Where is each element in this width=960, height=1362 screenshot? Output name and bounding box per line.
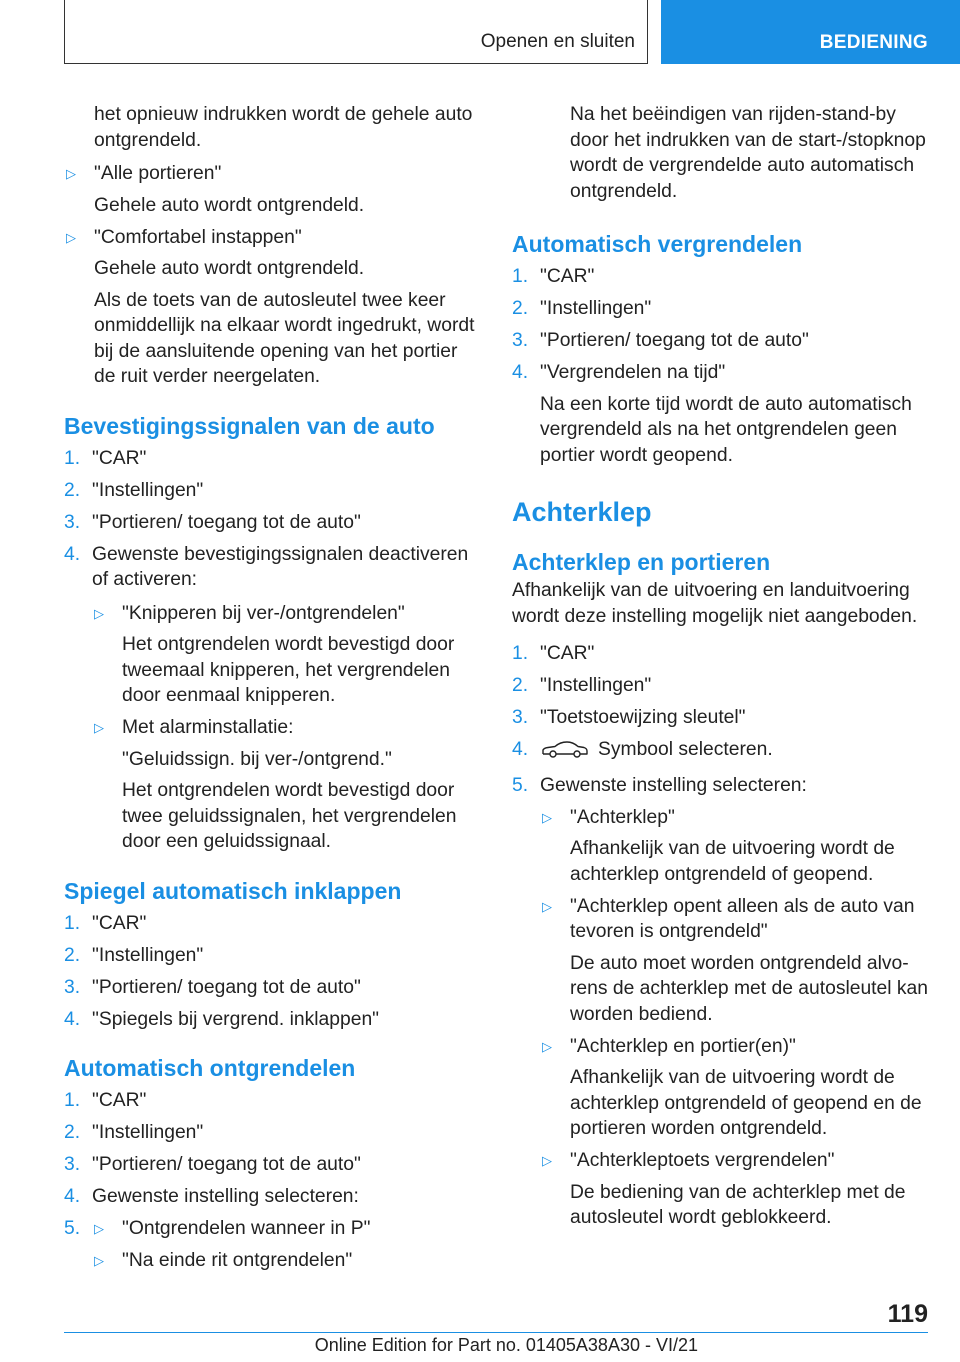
right-intro-text: Na het beëindigen van rijden-stand-by door het indrukken van de start-/stopknop wordt de vergrendelde auto automatisch ontgrendeld. <box>570 104 926 202</box>
heading-spiegel: Spiegel automatisch inklappen <box>64 877 402 904</box>
option-label: "Ontgrendelen wanneer in P" <box>122 1218 371 1239</box>
option-label-2: "Geluidssign. bij ver-/ontgrend." <box>122 748 392 770</box>
header-section-tab <box>64 0 648 64</box>
step-number: 1. <box>64 447 81 469</box>
step-number: 3. <box>64 511 81 533</box>
list-item <box>64 911 480 937</box>
step-text: "CAR" <box>92 912 147 934</box>
option-label: "Achterklep en portier(en)" <box>570 1035 796 1057</box>
option-label: Met alarminstallatie: <box>122 717 294 738</box>
step-text: Gewenste instelling selecteren: <box>92 1186 359 1207</box>
triangle-bullet-icon: ▷ <box>66 166 76 181</box>
list-item <box>64 1120 480 1146</box>
option-achterklep <box>540 805 932 888</box>
list-item <box>64 1216 480 1273</box>
heading-achterklep-en-portieren: Achterklep en portieren <box>512 549 771 575</box>
achterklep-intro: Afhankelijk van de uitvoering en landuitvoering wordt deze instelling mogelijk niet aangeboden. <box>512 580 918 627</box>
triangle-bullet-icon: ▷ <box>94 1221 104 1236</box>
footer-divider <box>64 1332 928 1333</box>
header-chapter-title: BEDIENING <box>819 32 928 53</box>
step-text: "Portieren/ toegang tot de auto" <box>92 976 361 998</box>
step-number: 1. <box>512 266 529 287</box>
option-achterkleptoets-vergrendelen <box>540 1148 932 1231</box>
option-desc: Het ontgrendelen wordt bevestigd door twee geluidssignalen, het vergrendelen door een geluidssignaal. <box>122 780 457 852</box>
option-achterklep-opent-alleen <box>540 894 932 1028</box>
steps-automatisch-vergrendelen <box>512 264 932 468</box>
step-number: 4. <box>64 1186 81 1207</box>
option-knipperen <box>92 601 480 709</box>
triangle-bullet-icon: ▷ <box>542 1153 552 1168</box>
list-item <box>64 510 480 536</box>
step-number: 5. <box>512 775 529 796</box>
step-number: 1. <box>512 643 529 664</box>
option-na-einde-rit <box>92 1248 480 1274</box>
list-item <box>64 1007 480 1033</box>
triangle-bullet-icon: ▷ <box>94 605 104 621</box>
option-desc: Gehele auto wordt ontgrendeld. <box>94 258 365 279</box>
steps-automatisch-ontgrendelen <box>64 1088 480 1273</box>
step-number: 3. <box>512 707 529 728</box>
list-item <box>512 737 932 767</box>
option-note: Als de toets van de autosleutel twee keer onmiddellijk na elkaar wordt ingedrukt, wordt bij de aansluitende opening van het portier de ruit verder neergelaten. <box>94 289 475 387</box>
list-item <box>64 1184 480 1210</box>
steps-spiegel <box>64 911 480 1033</box>
heading-bevestigingssignalen: Bevestigingssignalen van de auto <box>64 412 435 439</box>
step-number: 2. <box>64 1122 81 1143</box>
option-label: "Achterkleptoets vergrendelen" <box>570 1150 835 1171</box>
list-item <box>64 1152 480 1178</box>
list-item <box>64 943 480 969</box>
step-number: 4. <box>64 1008 81 1030</box>
step-text: "Instellingen" <box>92 1122 204 1143</box>
step-text: "CAR" <box>540 643 595 664</box>
list-item <box>64 478 480 504</box>
option-ontgrendelen-in-p <box>92 1216 480 1242</box>
right-column <box>512 102 932 1237</box>
option-desc: Afhankelijk van de uitvoering wordt de achterklep ontgrendeld of geopend en de portieren worden ontgrendeld. <box>570 1067 922 1139</box>
step-text: "Portieren/ toegang tot de auto" <box>92 1154 361 1175</box>
step-text: "CAR" <box>92 1090 147 1111</box>
list-item <box>512 328 932 354</box>
step-number: 5. <box>64 1218 81 1239</box>
triangle-bullet-icon: ▷ <box>94 1252 104 1268</box>
triangle-bullet-icon: ▷ <box>542 898 552 914</box>
option-desc: Gehele auto wordt ontgrendeld. <box>94 194 365 216</box>
heading-automatisch-vergrendelen: Automatisch vergrendelen <box>512 231 803 257</box>
heading-achterklep: Achterklep <box>512 497 652 527</box>
step-text: "Toetstoewijzing sleutel" <box>540 707 746 728</box>
step-number: 3. <box>64 1154 81 1175</box>
triangle-bullet-icon: ▷ <box>94 720 104 735</box>
step-text: "Spiegels bij vergrend. inklappen" <box>92 1008 380 1030</box>
option-alle-portieren <box>64 161 480 218</box>
list-item <box>512 641 932 667</box>
step-number: 1. <box>64 1090 81 1111</box>
step-text: "Instellingen" <box>92 944 204 966</box>
list-item <box>64 446 480 472</box>
step-desc: Na een korte tijd wordt de auto automatisch vergrendeld als na het ontgrendelen geen portier wordt geopend. <box>540 393 912 466</box>
list-item <box>512 296 932 322</box>
option-label: "Alle portieren" <box>94 163 222 184</box>
triangle-bullet-icon: ▷ <box>542 1038 552 1054</box>
step-number: 3. <box>64 976 81 998</box>
steps-achterklep <box>512 641 932 1231</box>
left-intro-text: het opnieuw indrukken wordt de gehele auto ontgrendeld. <box>94 104 473 151</box>
list-item <box>512 264 932 290</box>
option-desc: De auto moet worden ontgrendeld alvo-rens de achterklep met de autosleutel kan worden bediend. <box>570 952 928 1025</box>
step-number: 2. <box>64 944 81 966</box>
step-number: 2. <box>64 479 81 501</box>
step-number: 1. <box>64 912 81 934</box>
step-number: 4. <box>512 739 529 760</box>
list-item <box>64 1088 480 1114</box>
step-number: 3. <box>512 330 529 351</box>
step-number: 4. <box>512 362 529 383</box>
header-section-title: Openen en sluiten <box>480 31 635 52</box>
option-desc: Het ontgrendelen wordt bevestigd door tweemaal knipperen, het vergrendelen door eenmaal knipperen. <box>122 634 455 706</box>
option-label: "Achterklep opent alleen als de auto van tevoren is ontgrendeld" <box>570 895 915 942</box>
step-text: Symbool selecteren. <box>598 739 773 760</box>
list-item <box>64 975 480 1001</box>
option-label: "Knipperen bij ver-/ontgrendelen" <box>122 602 405 624</box>
left-column <box>64 102 480 1280</box>
option-comfortabel-instappen <box>64 225 480 390</box>
list-item <box>512 705 932 731</box>
footer-edition: Online Edition for Part no. 01405A38A30 - VI/21 <box>314 1335 698 1355</box>
step-text-with-icon <box>540 737 932 767</box>
car-icon <box>540 739 590 767</box>
page-number: 119 <box>887 1300 928 1328</box>
list-item <box>512 360 932 468</box>
option-achterklep-en-portieren <box>540 1034 932 1142</box>
step-text: "Instellingen" <box>540 675 652 696</box>
option-desc: De bediening van de achterklep met de autosleutel wordt geblokkeerd. <box>570 1181 906 1228</box>
option-label: "Achterklep" <box>570 806 675 828</box>
step-text: "Instellingen" <box>540 298 652 319</box>
step-text: "CAR" <box>540 266 595 287</box>
step-number: 4. <box>64 543 81 565</box>
triangle-bullet-icon: ▷ <box>542 809 552 825</box>
header-chapter-tab <box>661 0 960 64</box>
option-label: "Na einde rit ontgrendelen" <box>122 1249 353 1271</box>
step-text: "Portieren/ toegang tot de auto" <box>540 330 809 351</box>
option-alarminstallatie <box>92 715 480 855</box>
list-item <box>512 773 932 1231</box>
step-text: "Portieren/ toegang tot de auto" <box>92 511 361 533</box>
heading-automatisch-ontgrendelen: Automatisch ontgrendelen <box>64 1055 356 1081</box>
step-text: Gewenste bevestigingssignalen deactiveren of activeren: <box>92 543 469 590</box>
option-desc: Afhankelijk van de uitvoering wordt de achterklep ontgrendeld of geopend. <box>570 838 895 885</box>
step-text: Gewenste instelling selecteren: <box>540 775 807 796</box>
step-text: "CAR" <box>92 447 147 469</box>
triangle-bullet-icon: ▷ <box>66 229 76 245</box>
step-number: 2. <box>512 298 529 319</box>
step-text: "Instellingen" <box>92 479 204 501</box>
steps-bevestigingssignalen <box>64 446 480 855</box>
option-label: "Comfortabel instappen" <box>94 226 302 248</box>
list-item <box>512 673 932 699</box>
list-item <box>64 542 480 855</box>
step-text: "Vergrendelen na tijd" <box>540 362 726 383</box>
step-number: 2. <box>512 675 529 696</box>
